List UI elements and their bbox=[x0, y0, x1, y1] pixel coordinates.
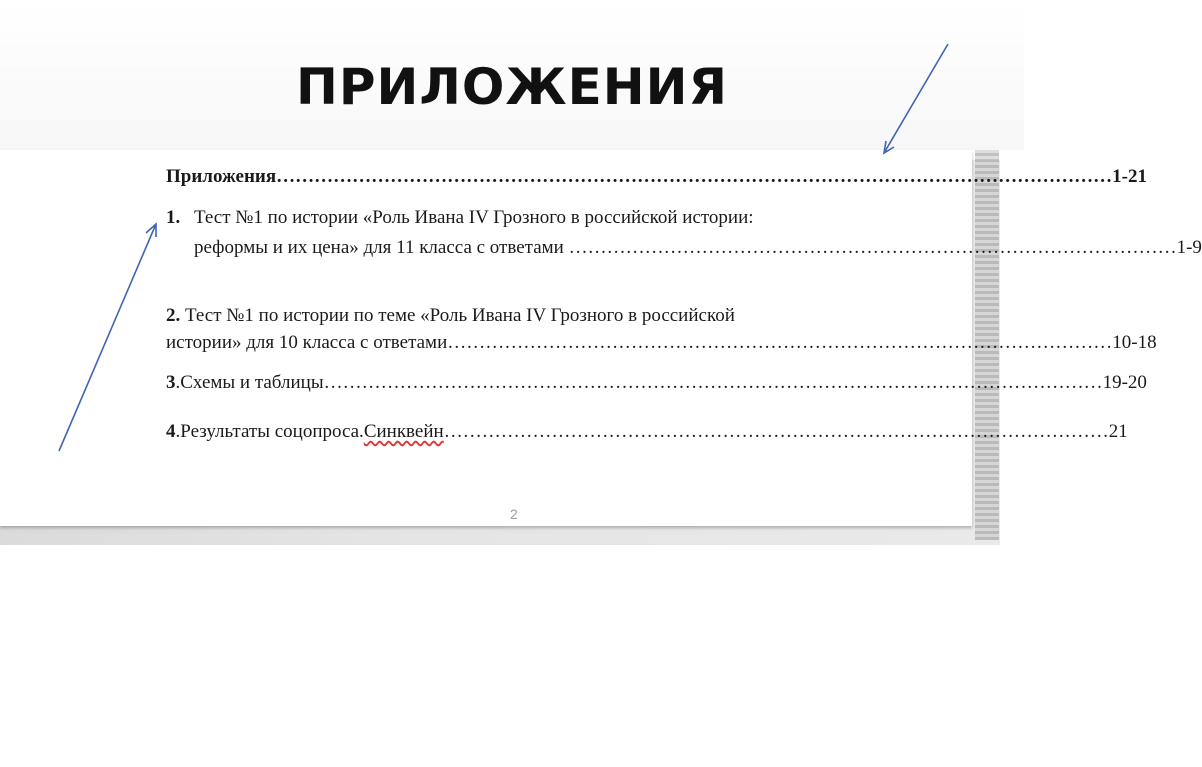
toc-item-1-text-cont: реформы и их цена» для 11 класса с ответами bbox=[194, 237, 564, 258]
toc-item-4-pages: 21 bbox=[1108, 421, 1128, 442]
toc-item-2-line-1 bbox=[166, 306, 901, 325]
toc-item-2-text-cont: истории» для 10 класса с ответами bbox=[166, 332, 448, 353]
toc-item-2-line-2 bbox=[166, 332, 1157, 353]
toc-dot-leader: …………………………………………………………………………………… bbox=[563, 237, 1177, 258]
toc-item-3-number: 3 bbox=[166, 372, 176, 393]
toc-heading bbox=[166, 166, 1147, 187]
toc-item-3-pages: 19-20 bbox=[1102, 372, 1147, 393]
toc-item-1-pages: 1-9 bbox=[1176, 237, 1202, 258]
toc-item-1-text: Тест №1 по истории «Роль Ивана IV Грозного в российской истории: bbox=[194, 207, 754, 228]
toc-heading-pages: 1-21 bbox=[1112, 166, 1147, 187]
toc-item-3 bbox=[166, 372, 1147, 393]
toc-item-4-text: .Результаты соцопроса. bbox=[175, 421, 364, 442]
toc-item-3-text: .Схемы и таблицы bbox=[175, 372, 324, 393]
toc-dot-leader: …………………………………………………………………………………………… bbox=[443, 421, 1109, 442]
slide-title: ПРИЛОЖЕНИЯ bbox=[296, 58, 728, 116]
toc-item-2-text: Тест №1 по истории по теме «Роль Ивана IV Грозного в российской bbox=[185, 305, 735, 326]
toc-dot-leader: …………………………………………………………………………………………………………………… bbox=[276, 166, 1113, 187]
toc-heading-label: Приложения bbox=[166, 166, 277, 187]
toc-item-4 bbox=[166, 421, 1128, 442]
toc-item-4-misspelled-word: Синквейн bbox=[363, 421, 444, 442]
toc-dot-leader: …………………………………………………………………………………………… bbox=[447, 332, 1113, 353]
toc-dot-leader: …………………………………………………………………………………………………………… bbox=[323, 372, 1103, 393]
toc-item-2-number: 2. bbox=[166, 305, 181, 326]
toc-item-2-pages: 10-18 bbox=[1112, 332, 1157, 353]
toc-item-1-number: 1. bbox=[166, 207, 181, 228]
toc-item-4-number: 4 bbox=[166, 421, 176, 442]
toc-item-1-line-1 bbox=[166, 208, 901, 227]
page-number: 2 bbox=[510, 506, 518, 522]
toc-item-1-line-2 bbox=[194, 237, 1202, 258]
